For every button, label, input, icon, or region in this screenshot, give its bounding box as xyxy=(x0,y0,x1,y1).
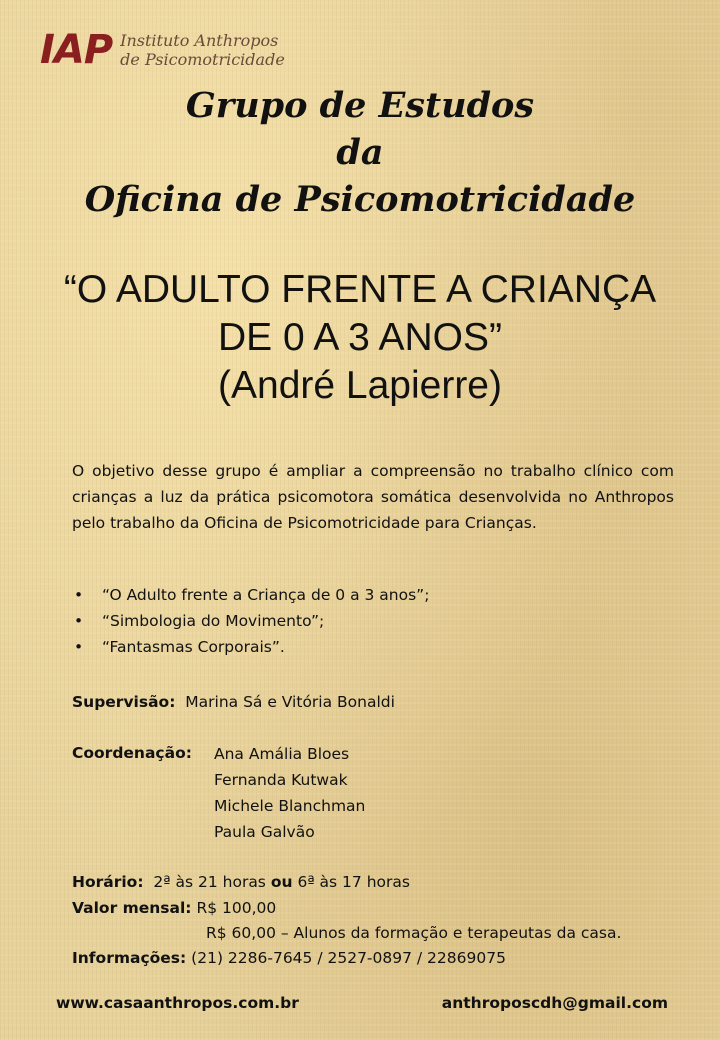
logo-mark: IAP xyxy=(40,27,113,73)
bullet-icon: • xyxy=(74,586,84,604)
page-title xyxy=(0,82,720,223)
contact-phones: (21) 2286-7645 / 2527-0897 / 22869075 xyxy=(191,949,506,967)
schedule-row xyxy=(72,870,410,895)
description-paragraph: O objetivo desse grupo é ampliar a compreensão no trabalho clínico com crianças a luz da prática psicomotora somática desenvolvida no Anthropos pelo trabalho da Oficina de Psicomotricidade para Crianças. xyxy=(72,462,674,532)
topics-list xyxy=(72,582,429,660)
contact-label: Informações: xyxy=(72,949,187,967)
subtitle-author: (André Lapierre) xyxy=(218,364,502,407)
contact-row xyxy=(72,946,506,971)
logo-line-1: Instituto Anthropos xyxy=(120,31,279,50)
supervision-label: Supervisão: xyxy=(72,693,176,711)
subtitle-line-1: “O ADULTO FRENTE A CRIANÇA xyxy=(63,268,657,311)
list-item xyxy=(72,582,429,608)
schedule-connector: ou xyxy=(270,873,293,891)
schedule-option-1: 2ª às 21 horas xyxy=(153,873,266,891)
supervision-value: Marina Sá e Vitória Bonaldi xyxy=(185,693,395,711)
email-link[interactable]: anthroposcdh@gmail.com xyxy=(441,994,668,1012)
title-line-2: da xyxy=(336,132,384,173)
fee-value-discount: R$ 60,00 – Alunos da formação e terapeutas da casa. xyxy=(206,924,622,942)
fee-label: Valor mensal: xyxy=(72,899,192,917)
title-line-1: Grupo de Estudos xyxy=(185,85,535,126)
coordination-label: Coordenação: xyxy=(72,744,192,762)
coordinator-name: Michele Blanchman xyxy=(214,797,366,815)
bullet-icon: • xyxy=(74,612,84,630)
fee-value-standard: R$ 100,00 xyxy=(196,899,277,917)
study-subtitle xyxy=(0,266,720,410)
title-line-3: Oficina de Psicomotricidade xyxy=(84,179,636,220)
bullet-icon: • xyxy=(74,638,84,656)
subtitle-line-2: DE 0 A 3 ANOS” xyxy=(218,316,502,359)
coordinator-name: Fernanda Kutwak xyxy=(214,771,348,789)
institute-logo xyxy=(40,26,285,74)
topic-text: “O Adulto frente a Criança de 0 a 3 anos”; xyxy=(102,586,430,604)
schedule-label: Horário: xyxy=(72,873,144,891)
list-item xyxy=(72,634,429,660)
fee-row xyxy=(72,896,276,921)
logo-text xyxy=(120,31,285,69)
schedule-option-2: 6ª às 17 horas xyxy=(297,873,410,891)
coordinator-name: Paula Galvão xyxy=(214,823,315,841)
website-link[interactable]: www.casaanthropos.com.br xyxy=(56,994,299,1012)
list-item xyxy=(72,608,429,634)
supervision-row xyxy=(72,690,395,715)
topic-text: “Simbologia do Movimento”; xyxy=(102,612,325,630)
logo-line-2: de Psicomotricidade xyxy=(120,50,285,69)
coordinators-list xyxy=(214,741,365,845)
coordinator-name: Ana Amália Bloes xyxy=(214,745,350,763)
topic-text: “Fantasmas Corporais”. xyxy=(102,638,285,656)
